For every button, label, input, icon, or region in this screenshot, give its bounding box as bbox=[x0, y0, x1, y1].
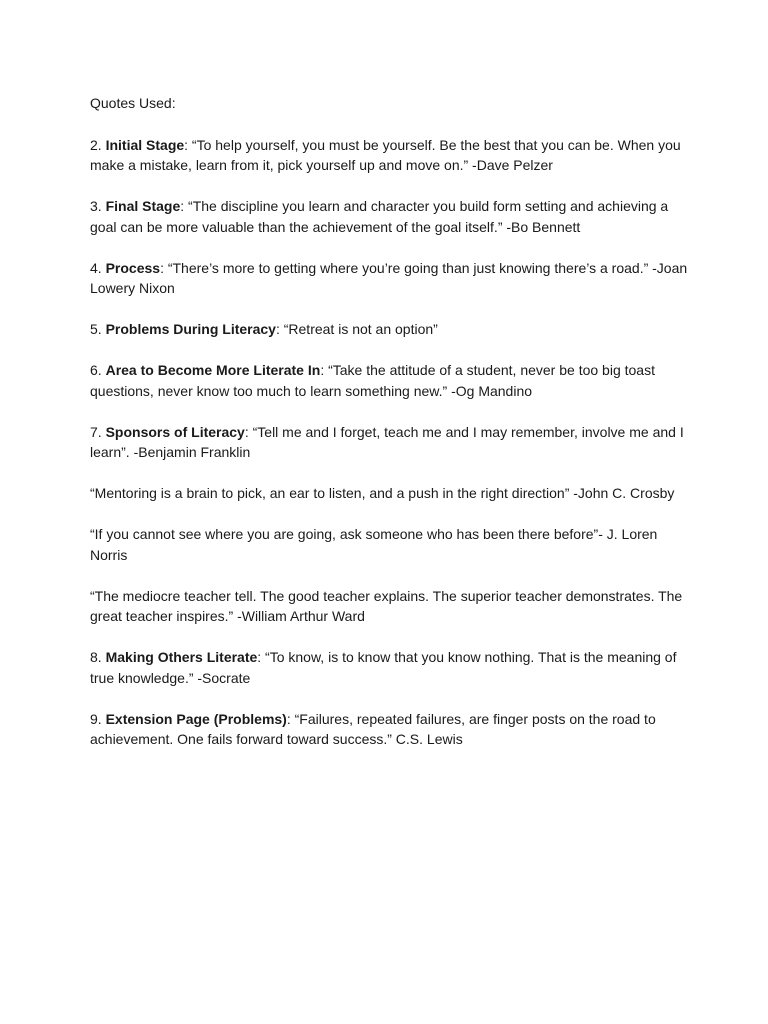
entry-quote: : “Retreat is not an option” bbox=[275, 321, 438, 337]
entry-label: Initial Stage bbox=[105, 136, 185, 153]
entry-label: Sponsors of Literacy bbox=[105, 423, 245, 440]
entry-number: 5. bbox=[90, 321, 102, 337]
extra-quote-ward: “The mediocre teacher tell. The good teacher explains. The superior teacher demonstrates. The great teacher inspires.” -William Arthur Ward bbox=[90, 587, 683, 624]
quote-entry-9 bbox=[90, 709, 690, 750]
entry-quote: : “The discipline you learn and character you build form setting and achieving a goal can be more valuable than the achievement of the goal itself.” -Bo Bennett bbox=[90, 198, 669, 235]
quote-entry-7 bbox=[90, 422, 690, 463]
entry-label: Making Others Literate bbox=[105, 649, 258, 665]
quote-entry-6 bbox=[90, 360, 690, 401]
entry-quote: : “Take the attitude of a student, never be too big toast questions, never know too much to learn something new.” -Og Mandino bbox=[90, 362, 655, 399]
quote-entry-2 bbox=[90, 135, 690, 176]
document-page bbox=[90, 93, 690, 770]
quote-entry-8 bbox=[90, 647, 690, 688]
entry-label: Extension Page (Problems) bbox=[105, 710, 287, 727]
entry-number: 8. bbox=[90, 649, 102, 665]
extra-quote-crosby: “Mentoring is a brain to pick, an ear to listen, and a push in the right direction” -John C. Crosby bbox=[90, 485, 675, 501]
entry-number: 2. bbox=[90, 136, 102, 153]
entry-number: 7. bbox=[90, 423, 102, 440]
quote-entry-4 bbox=[90, 258, 690, 299]
entry-number: 3. bbox=[90, 198, 102, 214]
entry-number: 9. bbox=[90, 710, 102, 727]
entry-quote: : “There’s more to getting where you’re going than just knowing there’s a road.” -Joan Lowery Nixon bbox=[90, 259, 688, 296]
entry-number: 6. bbox=[90, 362, 102, 378]
entry-quote: : “To know, is to know that you know nothing. That is the meaning of true knowledge.” -Socrate bbox=[90, 649, 677, 686]
quote-entry-5 bbox=[90, 319, 690, 340]
entry-label: Area to Become More Literate In bbox=[105, 362, 321, 378]
page-heading: Quotes Used: bbox=[90, 95, 176, 111]
entry-label: Final Stage bbox=[105, 198, 181, 214]
entry-number: 4. bbox=[90, 259, 102, 276]
entry-quote: : “To help yourself, you must be yourself. Be the best that you can be. When you make a mistake, learn from it, pick yourself up and move on.” -Dave Pelzer bbox=[90, 136, 681, 173]
extra-quote-norris: “If you cannot see where you are going, ask someone who has been there before”- J. Loren Norris bbox=[90, 526, 658, 563]
entry-quote: : “Failures, repeated failures, are finger posts on the road to achievement. One fails forward toward success.” C.S. Lewis bbox=[90, 710, 656, 747]
quote-entry-3 bbox=[90, 196, 690, 237]
entry-quote: : “Tell me and I forget, teach me and I may remember, involve me and I learn”. -Benjamin Franklin bbox=[90, 423, 684, 460]
entry-label: Process bbox=[105, 259, 161, 276]
entry-label: Problems During Literacy bbox=[105, 321, 276, 337]
